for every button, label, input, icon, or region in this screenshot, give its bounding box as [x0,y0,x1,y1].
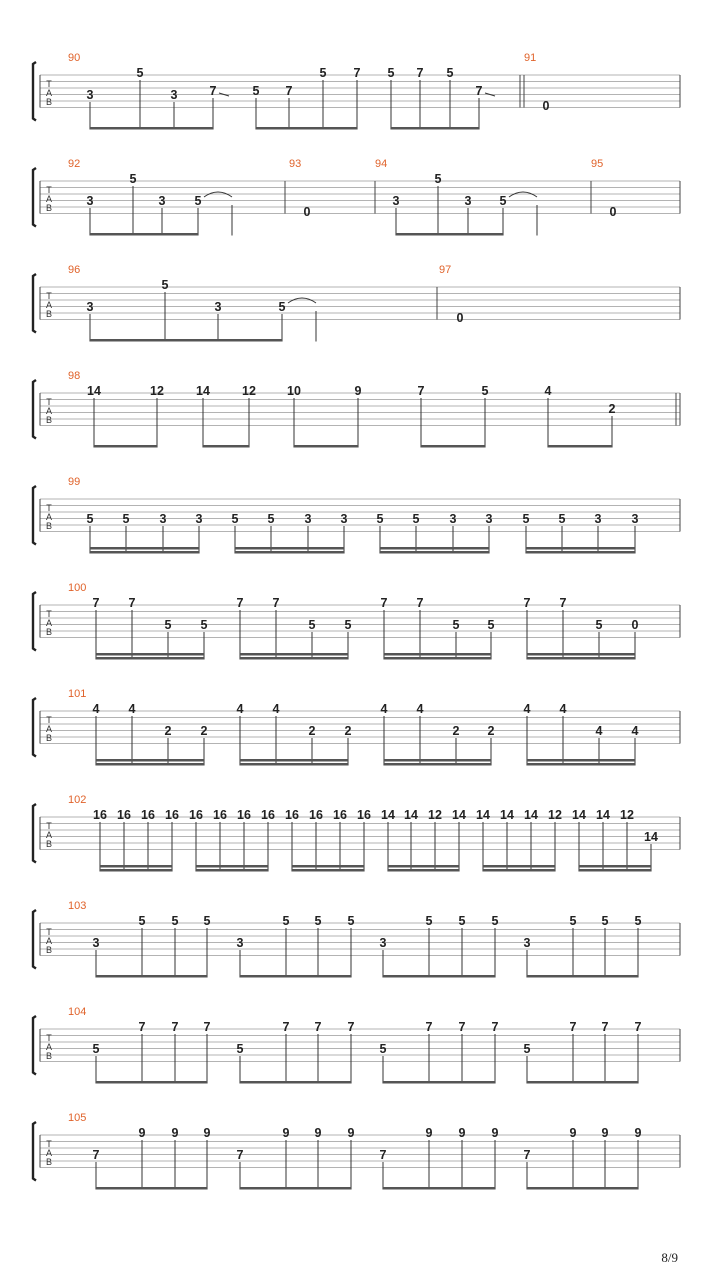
beam [421,445,485,448]
beam [240,759,348,762]
beam [579,865,651,868]
measure-number: 90 [68,52,81,64]
fret-number: 16 [213,808,227,822]
beam [96,1187,207,1190]
beam [384,657,491,660]
beam [240,657,348,660]
beam [527,1081,638,1084]
fret-number: 9 [347,1126,355,1140]
fret-number: 3 [214,300,222,314]
fret-number: 12 [548,808,562,822]
tab-clef-letter: T [46,397,52,407]
fret-number: 9 [491,1126,499,1140]
fret-number: 14 [596,808,610,822]
beam [256,127,357,130]
fret-number: 7 [523,1148,531,1162]
fret-number: 4 [380,702,388,716]
fret-number: 16 [261,808,275,822]
tab-clef-letter: A [45,1148,53,1158]
system-bracket [33,486,36,545]
page-number: 8/9 [661,1250,678,1265]
beam [90,551,199,554]
fret-number: 7 [314,1020,322,1034]
beam [527,657,635,660]
fret-number: 3 [92,936,100,950]
fret-number: 7 [92,596,100,610]
fret-number: 16 [93,808,107,822]
tab-clef-letter: B [45,945,53,955]
fret-number: 5 [171,914,179,928]
tab-clef-letter: B [45,203,53,213]
fret-number: 4 [416,702,424,716]
fret-number: 4 [523,702,531,716]
fret-number: 14 [196,384,210,398]
tab-staff [33,1016,680,1075]
fret-number: 3 [159,512,167,526]
beam [96,759,204,762]
measure-number: 102 [68,794,87,806]
fret-number: 3 [631,512,639,526]
fret-number: 7 [138,1020,146,1034]
beam [96,653,204,656]
beam [240,975,351,978]
beam [235,551,344,554]
fret-number: 16 [333,808,347,822]
beam [96,975,207,978]
tab-clef-letter: A [45,724,53,734]
fret-number: 3 [340,512,348,526]
beam [240,1187,351,1190]
fret-number: 5 [203,914,211,928]
beam [579,869,651,872]
fret-number: 10 [287,384,301,398]
fret-number: 5 [319,66,327,80]
beam [94,445,157,448]
fret-number: 7 [353,66,361,80]
beam [90,339,282,342]
fret-number: 3 [86,88,94,102]
measure-number: 96 [68,264,81,276]
fret-number: 0 [542,99,550,113]
tab-clef-letter: T [46,1139,52,1149]
tab-clef-letter: B [45,415,53,425]
fret-number: 5 [522,512,530,526]
tab-staff [33,910,680,969]
system-bracket [33,1016,36,1075]
tab-clef-letter: T [46,291,52,301]
tab-clef-letter: A [45,194,53,204]
fret-number: 5 [282,914,290,928]
fret-number: 7 [417,384,425,398]
fret-number: 12 [620,808,634,822]
tab-clef-letter: B [45,97,53,107]
fret-number: 7 [425,1020,433,1034]
measure-number: 97 [439,264,452,276]
fret-number: 5 [252,84,260,98]
tab-clef-letter: A [45,936,53,946]
beam [100,869,172,872]
beam [380,547,489,550]
fret-number: 5 [434,172,442,186]
fret-number: 5 [92,1042,100,1056]
fret-number: 14 [644,830,658,844]
system-bracket [33,698,36,757]
fret-number: 3 [304,512,312,526]
tab-clef-letter: A [45,618,53,628]
tab-clef-letter: T [46,503,52,513]
fret-number: 4 [236,702,244,716]
fret-number: 7 [272,596,280,610]
fret-number: 2 [608,402,616,416]
fret-number: 3 [86,300,94,314]
system-bracket [33,592,36,651]
fret-number: 16 [357,808,371,822]
fret-number: 2 [487,724,495,738]
beam [90,547,199,550]
beam [384,759,491,762]
fret-number: 9 [314,1126,322,1140]
beam [388,869,459,872]
beam [383,975,495,978]
system-bracket [33,1122,36,1181]
fret-number: 7 [236,1148,244,1162]
fret-number: 5 [314,914,322,928]
beam [100,865,172,868]
fret-number: 0 [303,205,311,219]
fret-number: 7 [236,596,244,610]
fret-number: 4 [544,384,552,398]
fret-number: 7 [475,84,483,98]
tab-clef-letter: B [45,733,53,743]
fret-number: 3 [449,512,457,526]
fret-number: 14 [381,808,395,822]
tab-clef-letter: T [46,1033,52,1043]
fret-number: 0 [631,618,639,632]
tie-arc [509,192,537,197]
tab-clef-letter: B [45,627,53,637]
tab-clef-letter: B [45,1157,53,1167]
fret-number: 9 [282,1126,290,1140]
fret-number: 16 [285,808,299,822]
fret-number: 5 [523,1042,531,1056]
measure-number: 103 [68,900,87,912]
fret-number: 5 [200,618,208,632]
fret-number: 5 [499,194,507,208]
tab-clef-letter: T [46,185,52,195]
fret-number: 14 [572,808,586,822]
fret-number: 5 [267,512,275,526]
beam [292,869,364,872]
fret-number: 3 [158,194,166,208]
tab-staff [33,274,680,333]
fret-number: 12 [428,808,442,822]
tab-clef-letter: T [46,927,52,937]
fret-number: 2 [452,724,460,738]
fret-number: 12 [150,384,164,398]
beam [292,865,364,868]
tab-clef-letter: A [45,830,53,840]
fret-number: 5 [595,618,603,632]
beam [527,653,635,656]
system-bracket [33,910,36,969]
beam [483,869,555,872]
fret-number: 7 [416,596,424,610]
fret-number: 5 [138,914,146,928]
fret-number: 7 [601,1020,609,1034]
fret-number: 3 [170,88,178,102]
fret-number: 5 [136,66,144,80]
fret-number: 14 [452,808,466,822]
fret-number: 7 [203,1020,211,1034]
fret-number: 7 [92,1148,100,1162]
beam [240,1081,351,1084]
fret-number: 5 [379,1042,387,1056]
fret-number: 5 [634,914,642,928]
fret-number: 5 [491,914,499,928]
fret-number: 9 [425,1126,433,1140]
measure-number: 91 [524,52,537,64]
beam [391,127,479,130]
system-bracket [33,168,36,227]
fret-number: 5 [376,512,384,526]
fret-number: 2 [308,724,316,738]
fret-number: 5 [487,618,495,632]
tab-clef-letter: T [46,609,52,619]
beam [526,547,635,550]
fret-number: 7 [347,1020,355,1034]
fret-number: 14 [404,808,418,822]
fret-number: 3 [379,936,387,950]
measure-number: 100 [68,582,87,594]
measure-number: 92 [68,158,81,170]
beam [384,653,491,656]
fret-number: 5 [161,278,169,292]
fret-number: 16 [237,808,251,822]
tab-clef-letter: B [45,521,53,531]
fret-number: 14 [476,808,490,822]
fret-number: 7 [380,596,388,610]
measure-number: 105 [68,1112,87,1124]
fret-number: 3 [594,512,602,526]
fret-number: 9 [354,384,362,398]
fret-number: 7 [491,1020,499,1034]
tab-clef-letter: B [45,309,53,319]
beam [90,127,213,130]
fret-number: 4 [595,724,603,738]
beam [527,1187,638,1190]
fret-number: 9 [138,1126,146,1140]
measure-number: 101 [68,688,87,700]
fret-number: 7 [171,1020,179,1034]
fret-number: 0 [456,311,464,325]
system-bracket [33,380,36,439]
beam [96,657,204,660]
beam [240,763,348,766]
tab-clef-letter: A [45,300,53,310]
fret-number: 3 [523,936,531,950]
beam [383,1081,495,1084]
tab-clef-letter: T [46,821,52,831]
fret-number: 4 [92,702,100,716]
tab-clef-letter: T [46,79,52,89]
tab-staff [33,1122,680,1181]
fret-number: 16 [189,808,203,822]
measure-number: 95 [591,158,604,170]
beam [384,763,491,766]
fret-number: 7 [379,1148,387,1162]
fret-number: 2 [164,724,172,738]
beam [196,865,268,868]
tab-clef-letter: B [45,1051,53,1061]
beam [527,763,635,766]
beam [527,975,638,978]
fret-number: 9 [171,1126,179,1140]
measure-number: 93 [289,158,302,170]
fret-number: 0 [609,205,617,219]
fret-number: 4 [128,702,136,716]
fret-number: 5 [236,1042,244,1056]
tie-arc [204,192,232,197]
fret-number: 7 [209,84,217,98]
fret-number: 5 [569,914,577,928]
system-bracket [33,274,36,333]
fret-number: 5 [387,66,395,80]
tab-clef-letter: B [45,839,53,849]
fret-number: 7 [416,66,424,80]
fret-number: 7 [559,596,567,610]
fret-number: 9 [203,1126,211,1140]
beam [294,445,358,448]
beam [90,233,198,236]
fret-number: 7 [569,1020,577,1034]
fret-number: 5 [308,618,316,632]
fret-number: 12 [242,384,256,398]
fret-number: 5 [412,512,420,526]
fret-number: 9 [601,1126,609,1140]
fret-number: 5 [231,512,239,526]
fret-number: 4 [559,702,567,716]
beam [96,763,204,766]
fret-number: 16 [309,808,323,822]
fret-number: 7 [282,1020,290,1034]
fret-number: 5 [278,300,286,314]
fret-number: 2 [344,724,352,738]
tab-clef-letter: A [45,406,53,416]
fret-number: 5 [122,512,130,526]
fret-number: 16 [117,808,131,822]
beam [526,551,635,554]
measure-number: 98 [68,370,81,382]
fret-number: 5 [86,512,94,526]
fret-number: 7 [523,596,531,610]
fret-number: 3 [86,194,94,208]
fret-number: 16 [141,808,155,822]
beam [383,1187,495,1190]
tie-arc [288,298,316,303]
fret-number: 2 [200,724,208,738]
tab-clef-letter: T [46,715,52,725]
fret-number: 5 [347,914,355,928]
beam [483,865,555,868]
fret-number: 3 [195,512,203,526]
measure-number: 104 [68,1006,87,1018]
fret-number: 4 [631,724,639,738]
beam [388,865,459,868]
fret-number: 9 [634,1126,642,1140]
measure-number: 94 [375,158,388,170]
fret-number: 5 [458,914,466,928]
beam [96,1081,207,1084]
fret-number: 9 [458,1126,466,1140]
tab-clef-letter: A [45,1042,53,1052]
fret-number: 5 [129,172,137,186]
fret-number: 5 [481,384,489,398]
measure-number: 99 [68,476,81,488]
system-bracket [33,62,36,121]
fret-number: 3 [464,194,472,208]
beam [396,233,503,236]
beam [380,551,489,554]
fret-number: 14 [524,808,538,822]
fret-number: 5 [194,194,202,208]
fret-number: 5 [164,618,172,632]
fret-number: 9 [569,1126,577,1140]
fret-number: 4 [272,702,280,716]
fret-number: 3 [392,194,400,208]
fret-number: 5 [601,914,609,928]
tab-staff [33,486,680,545]
fret-number: 14 [500,808,514,822]
beam [240,653,348,656]
fret-number: 7 [285,84,293,98]
beam [196,869,268,872]
fret-number: 7 [128,596,136,610]
fret-number: 5 [344,618,352,632]
fret-number: 3 [485,512,493,526]
fret-number: 14 [87,384,101,398]
fret-number: 5 [425,914,433,928]
system-bracket [33,804,36,863]
tab-clef-letter: A [45,512,53,522]
fret-number: 5 [452,618,460,632]
fret-number: 5 [446,66,454,80]
beam [203,445,249,448]
fret-number: 7 [458,1020,466,1034]
beam [235,547,344,550]
tab-clef-letter: A [45,88,53,98]
fret-number: 5 [558,512,566,526]
fret-number: 3 [236,936,244,950]
beam [527,759,635,762]
fret-number: 16 [165,808,179,822]
fret-number: 7 [634,1020,642,1034]
beam [548,445,612,448]
